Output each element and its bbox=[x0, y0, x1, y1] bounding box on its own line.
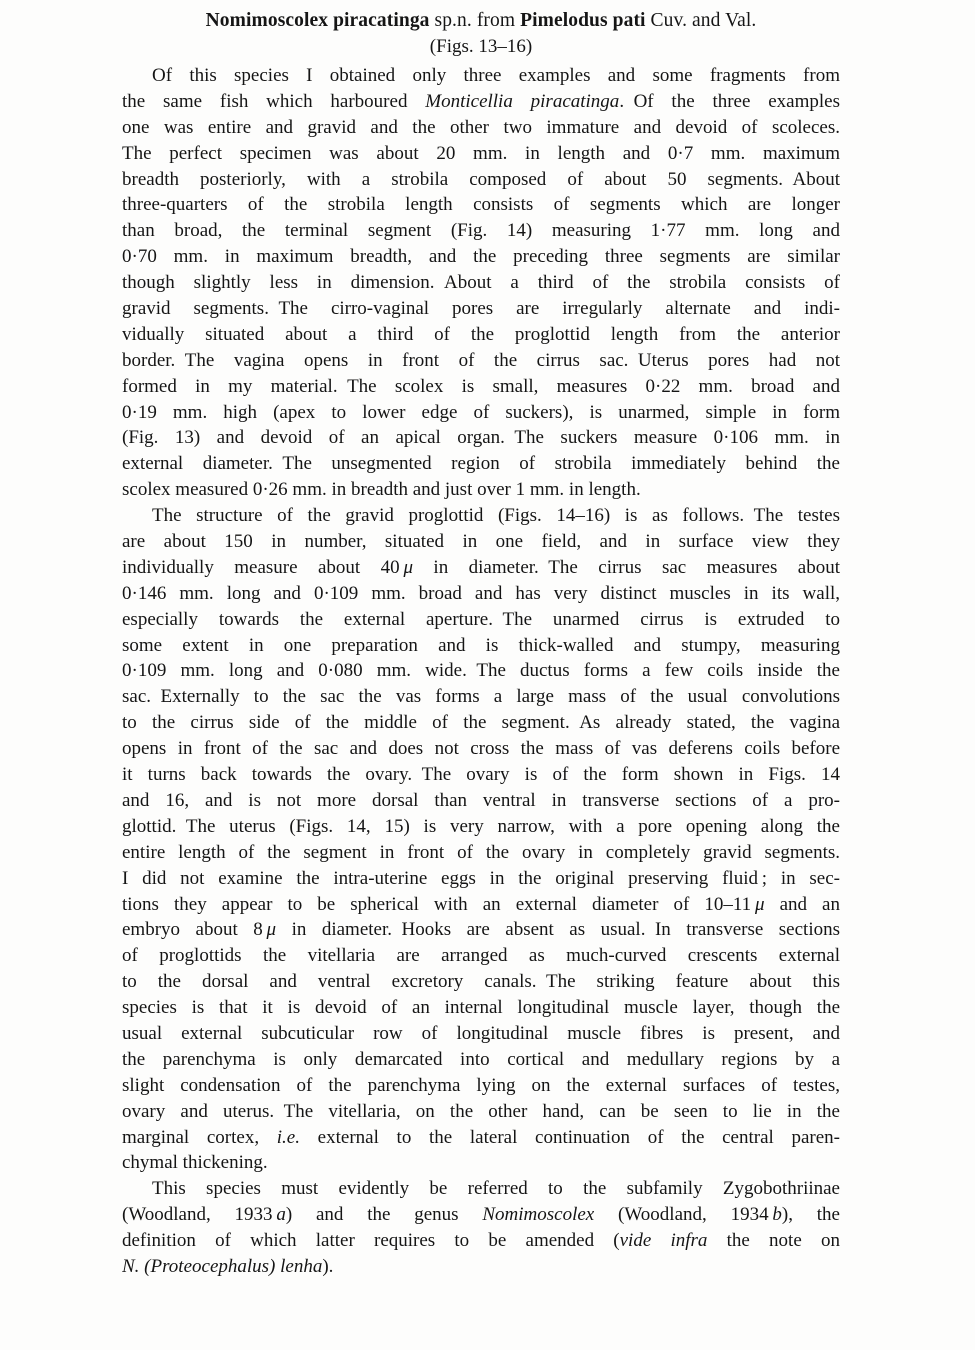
text-line bbox=[122, 736, 840, 762]
text-run: one was entire and gravid and the other two immature and devoid of scoleces. bbox=[122, 116, 840, 138]
text-run: Cuv. and Val. bbox=[645, 10, 757, 31]
text-line bbox=[122, 374, 840, 400]
text-line bbox=[122, 477, 840, 503]
text-line bbox=[122, 270, 840, 296]
text-run: slight condensation of the parenchyma lying on the external surfaces of testes, bbox=[122, 1074, 840, 1096]
text-run: external to the lateral continuation of the central paren- bbox=[300, 1126, 840, 1148]
text-run: (Woodland, 1933 bbox=[122, 1204, 277, 1226]
text-run: definition of which latter requires to be amended ( bbox=[122, 1230, 620, 1252]
text-line bbox=[122, 684, 840, 710]
page-heading bbox=[122, 8, 840, 34]
text-line bbox=[122, 1254, 840, 1280]
text-line bbox=[122, 943, 840, 969]
text-run: some extent in one preparation and is thick-walled and stumpy, measuring bbox=[122, 634, 840, 656]
text-line bbox=[122, 866, 840, 892]
text-line bbox=[122, 348, 840, 374]
text-run: vide infra bbox=[619, 1230, 708, 1252]
text-run: in diameter. The cirrus sac measures about bbox=[412, 556, 840, 578]
text-run: breadth posteriorly, with a strobila composed of about 50 segments. About bbox=[122, 168, 840, 190]
text-line bbox=[122, 1228, 840, 1254]
text-run: i.e. bbox=[276, 1126, 300, 1148]
text-run: N. (Proteocephalus) lenha bbox=[122, 1255, 323, 1277]
text-run: μ bbox=[266, 919, 277, 941]
text-run: to the cirrus side of the middle of the segment. As already stated, the vagina bbox=[122, 712, 840, 734]
text-line bbox=[122, 296, 840, 322]
text-run: formed in my material. The scolex is small, measures 0·22 mm. broad and bbox=[122, 375, 840, 397]
text-line bbox=[122, 115, 840, 141]
text-run: 0·109 mm. long and 0·080 mm. wide. The ductus forms a few coils inside the bbox=[122, 660, 840, 682]
text-line bbox=[122, 425, 840, 451]
text-run: a bbox=[276, 1204, 286, 1226]
text-run: chymal thickening. bbox=[122, 1152, 268, 1174]
text-line bbox=[122, 762, 840, 788]
text-line bbox=[122, 218, 840, 244]
text-run: Nomimoscolex piracatinga bbox=[205, 10, 430, 31]
text-run: Nomimoscolex bbox=[482, 1204, 595, 1226]
body-text bbox=[122, 63, 840, 1280]
text-run: of proglottids the vitellaria are arranged as much-curved crescents external bbox=[122, 945, 840, 967]
text-run: This species must evidently be referred to the subfamily Zygobothriinae bbox=[152, 1178, 840, 1200]
text-run: are about 150 in number, situated in one field, and in surface view they bbox=[122, 531, 840, 553]
text-run: individually measure about 40 bbox=[122, 556, 404, 578]
paragraph bbox=[122, 503, 840, 1176]
text-line bbox=[122, 451, 840, 477]
text-run: usual external subcuticular row of longitudinal muscle fibres is present, and bbox=[122, 1022, 840, 1044]
text-run: 0·19 mm. high (apex to lower edge of suckers), is unarmed, simple in form bbox=[122, 401, 840, 423]
text-line bbox=[122, 607, 840, 633]
text-line bbox=[122, 244, 840, 270]
text-run: 0·70 mm. in maximum breadth, and the preceding three segments are similar bbox=[122, 246, 840, 268]
text-line bbox=[122, 969, 840, 995]
text-line bbox=[122, 63, 840, 89]
text-line bbox=[122, 581, 840, 607]
text-line bbox=[122, 658, 840, 684]
text-line bbox=[122, 89, 840, 115]
text-run: than broad, the terminal segment (Fig. 14) measuring 1·77 mm. long and bbox=[122, 220, 840, 242]
text-run: I did not examine the intra-uterine eggs in the original preserving fluid ; in sec- bbox=[122, 867, 840, 889]
text-run: marginal cortex, bbox=[122, 1126, 277, 1148]
text-run: ovary and uterus. The vitellaria, on the other hand, can be seen to lie in the bbox=[122, 1100, 840, 1122]
text-run: border. The vagina opens in front of the cirrus sac. Uterus pores had not bbox=[122, 349, 840, 371]
text-line bbox=[122, 814, 840, 840]
text-run: vidually situated about a third of the proglottid length from the anterior bbox=[122, 323, 840, 345]
text-run: ) and the genus bbox=[285, 1204, 483, 1226]
text-run: Pimelodus pati bbox=[520, 10, 646, 31]
text-run: the same fish which harboured bbox=[122, 90, 426, 112]
text-run: external diameter. The unsegmented region of strobila immediately behind the bbox=[122, 453, 840, 475]
text-line bbox=[122, 1099, 840, 1125]
text-line bbox=[122, 503, 840, 529]
text-run: embryo about 8 bbox=[122, 919, 267, 941]
text-run: in diameter. Hooks are absent as usual. In transverse sections bbox=[276, 919, 840, 941]
text-run: entire length of the segment in front of the ovary in completely gravid segments. bbox=[122, 841, 840, 863]
text-block bbox=[122, 8, 840, 1280]
text-run: the parenchyma is only demarcated into cortical and medullary regions by a bbox=[122, 1048, 840, 1070]
text-line bbox=[122, 710, 840, 736]
text-run: Of this species I obtained only three examples and some fragments from bbox=[152, 65, 840, 86]
text-line bbox=[122, 1202, 840, 1228]
text-line bbox=[122, 788, 840, 814]
text-line bbox=[122, 400, 840, 426]
text-line bbox=[122, 167, 840, 193]
text-line bbox=[122, 1073, 840, 1099]
text-line bbox=[122, 529, 840, 555]
text-run: ), the bbox=[781, 1204, 840, 1226]
text-run: tions they appear to be spherical with an external diameter of 10–11 bbox=[122, 893, 755, 915]
text-run: three-quarters of the strobila length consists of segments which are longer bbox=[122, 194, 840, 216]
text-run: 0·146 mm. long and 0·109 mm. broad and has very distinct muscles in its wall, bbox=[122, 582, 840, 604]
text-run: sac. Externally to the sac the vas forms a large mass of the usual convolutions bbox=[122, 686, 840, 708]
text-run: to the dorsal and ventral excretory canals. The striking feature about this bbox=[122, 971, 840, 993]
text-run: . Of the three examples bbox=[619, 90, 840, 112]
text-line bbox=[122, 917, 840, 943]
text-run: and 16, and is not more dorsal than ventral in transverse sections of a pro- bbox=[122, 789, 840, 811]
text-line bbox=[122, 322, 840, 348]
text-run: The structure of the gravid proglottid (Figs. 14–16) is as follows. The testes bbox=[152, 505, 840, 527]
text-line bbox=[122, 1125, 840, 1151]
text-run: (Fig. 13) and devoid of an apical organ. The suckers measure 0·106 mm. in bbox=[122, 427, 840, 449]
text-line bbox=[122, 1047, 840, 1073]
text-run: Monticellia piracatinga bbox=[425, 90, 620, 112]
text-run: b bbox=[772, 1204, 782, 1226]
text-run: gravid segments. The cirro-vaginal pores are irregularly alternate and indi- bbox=[122, 298, 840, 320]
text-run: sp.n. from bbox=[429, 10, 521, 31]
text-line bbox=[122, 141, 840, 167]
text-run: (Woodland, 1934 bbox=[594, 1204, 773, 1226]
text-run: and an bbox=[764, 893, 840, 915]
text-run: μ bbox=[754, 893, 765, 915]
text-run: species is that it is devoid of an internal longitudinal muscle layer, though the bbox=[122, 997, 840, 1019]
text-line bbox=[122, 1150, 840, 1176]
text-run: though slightly less in dimension. About a third of the strobila consists of bbox=[122, 272, 840, 294]
text-line bbox=[122, 892, 840, 918]
text-run: opens in front of the sac and does not cross the mass of vas deferens coils before bbox=[122, 738, 840, 760]
text-run: ). bbox=[322, 1255, 334, 1277]
text-line bbox=[122, 995, 840, 1021]
text-line bbox=[122, 840, 840, 866]
text-run: it turns back towards the ovary. The ovary is of the form shown in Figs. 14 bbox=[122, 764, 840, 786]
text-run: glottid. The uterus (Figs. 14, 15) is very narrow, with a pore opening along the bbox=[122, 815, 840, 837]
text-line bbox=[122, 633, 840, 659]
text-run: The perfect specimen was about 20 mm. in length and 0·7 mm. maximum bbox=[122, 142, 840, 164]
text-run: scolex measured 0·26 mm. in breadth and just over 1 mm. in length. bbox=[122, 479, 641, 501]
paragraph bbox=[122, 1176, 840, 1280]
text-line bbox=[122, 192, 840, 218]
text-line bbox=[122, 1176, 840, 1202]
text-line bbox=[122, 1021, 840, 1047]
text-run: the note on bbox=[707, 1230, 840, 1252]
text-run: especially towards the external aperture. The unarmed cirrus is extruded to bbox=[122, 608, 840, 630]
paragraph bbox=[122, 63, 840, 503]
text-run: μ bbox=[403, 556, 413, 578]
text-line bbox=[122, 555, 840, 581]
figs-caption: (Figs. 13–16) bbox=[429, 36, 533, 57]
